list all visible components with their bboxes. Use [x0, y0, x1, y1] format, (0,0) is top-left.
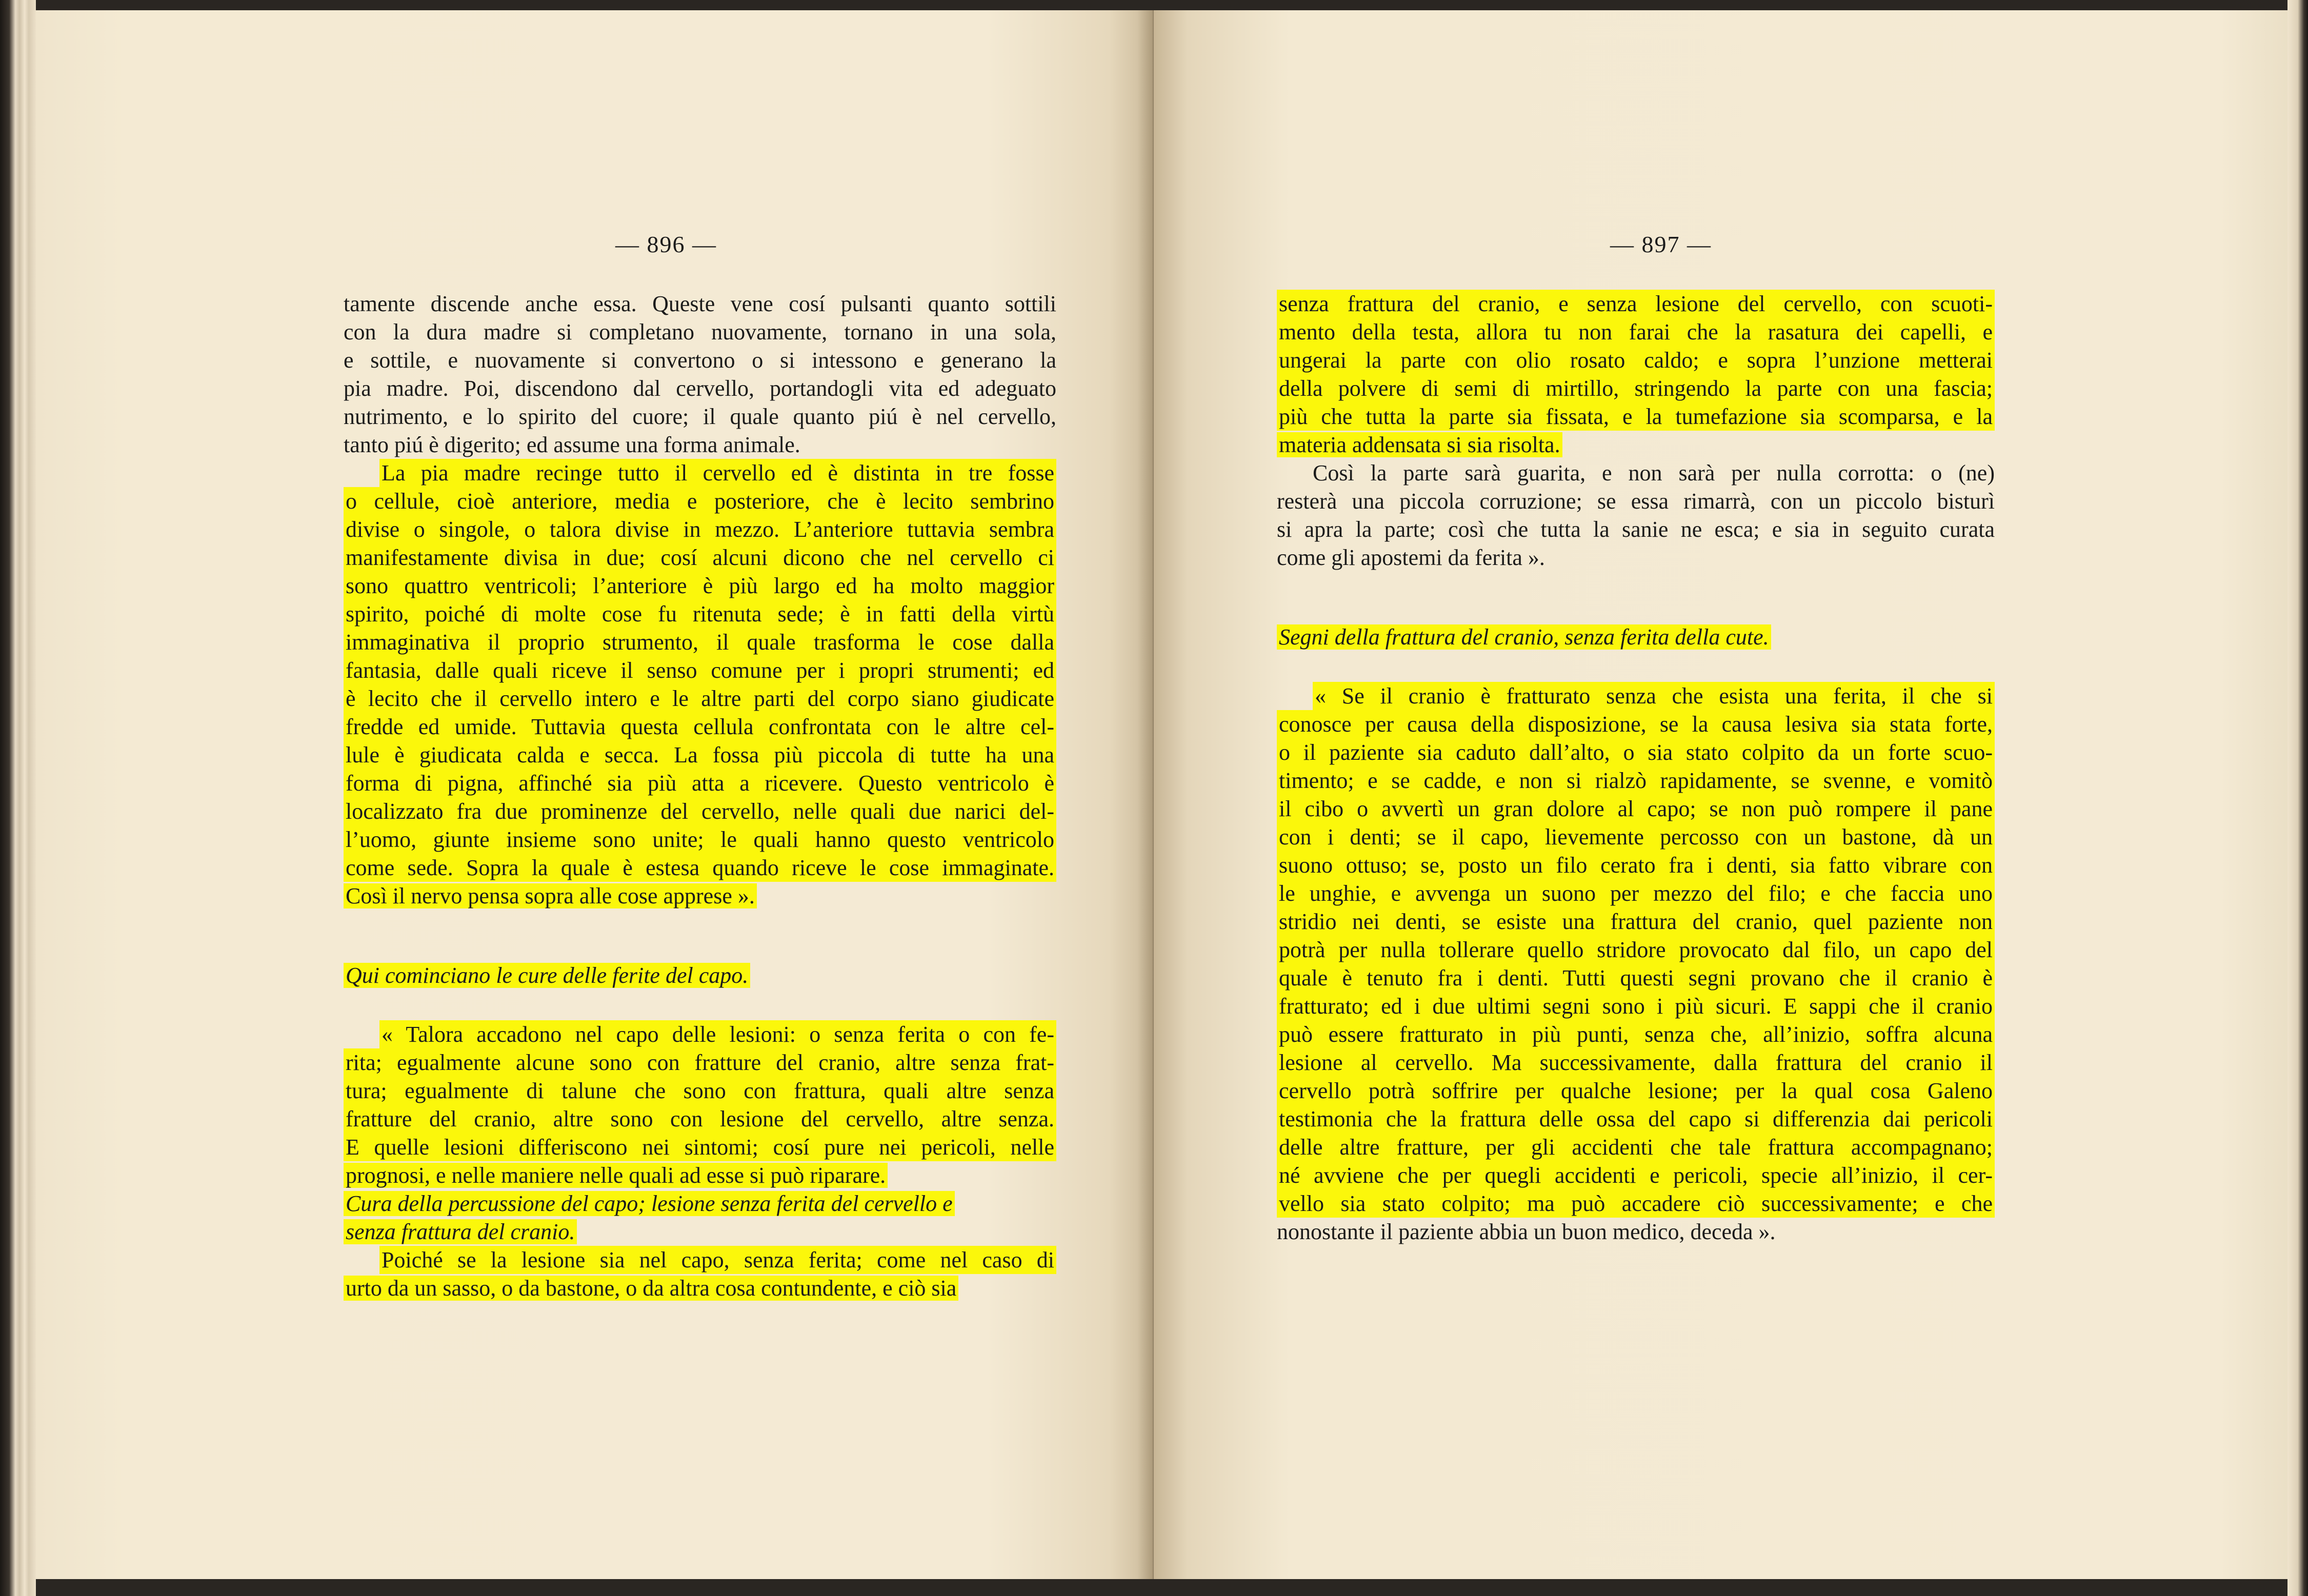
- text-line: [344, 656, 1056, 684]
- text-line: [1277, 851, 1995, 879]
- text-line: [1277, 318, 1995, 346]
- highlighted-text: lesione al cervello. Ma successivamente, dalla frattura del cranio il: [1277, 1048, 1995, 1077]
- body-text: come gli apostemi da ferita ».: [1277, 545, 1545, 570]
- highlighted-text: l’uomo, giunte insieme sono unite; le quali hanno questo ventricolo: [344, 825, 1056, 854]
- highlighted-text: conosce per causa della disposizione, se la causa lesiva sia stata forte,: [1277, 710, 1995, 738]
- text-line: [1277, 487, 1995, 515]
- spacer: [1277, 572, 1995, 623]
- text-line: [344, 1274, 1056, 1302]
- text-line: [344, 318, 1056, 346]
- highlighted-text: ungerai la parte con olio rosato caldo; e sopra l’unzione metterai: [1277, 346, 1995, 374]
- text-line: [1277, 346, 1995, 374]
- page-number-right: — 897 —: [1610, 231, 1712, 257]
- body-text: si apra la parte; così che tutta la sanie ne esca; e sia in seguito curata: [1277, 517, 1995, 542]
- highlighted-text: immaginativa il proprio strumento, il quale trasforma le cose dalla: [344, 628, 1056, 656]
- highlighted-text: forma di pigna, affinché sia più atta a ricevere. Questo ventricolo è: [344, 769, 1056, 797]
- text-line: [344, 741, 1056, 769]
- text-line: [1277, 682, 1995, 710]
- highlighted-text: o il paziente sia caduto dall’alto, o sia stato colpito da un forte scuo-: [1277, 738, 1995, 766]
- text-line: [344, 1133, 1056, 1161]
- left-page-text: [344, 290, 1056, 1302]
- highlighted-text: tura; egualmente di talune che sono con frattura, quali altre senza: [344, 1077, 1056, 1105]
- highlighted-text: delle altre fratture, per gli accidenti che tale frattura accompagnano;: [1277, 1133, 1995, 1161]
- text-line: [344, 374, 1056, 402]
- text-line: [344, 1077, 1056, 1105]
- body-text: tamente discende anche essa. Queste vene cosí pulsanti quanto sottili: [344, 291, 1056, 316]
- highlighted-text: sono quattro ventricoli; l’anteriore è più largo ed ha molto maggior: [344, 572, 1056, 600]
- spacer: [344, 989, 1056, 1020]
- body-text: Così la parte sarà guarita, e non sarà per nulla corrotta: o (ne): [1313, 460, 1995, 486]
- body-text: resterà una piccola corruzione; se essa rimarrà, con un piccolo bisturì: [1277, 489, 1995, 514]
- body-text: e sottile, e nuovamente si convertono o si intessono e generano la: [344, 348, 1056, 373]
- text-line: [1277, 936, 1995, 964]
- text-line: [1277, 766, 1995, 795]
- text-line: [344, 825, 1056, 854]
- text-line: [344, 769, 1056, 797]
- text-line: [1277, 1020, 1995, 1048]
- subheading-line: [344, 1189, 1056, 1218]
- text-line: [1277, 795, 1995, 823]
- highlighted-text: le unghie, e avvenga un suono per mezzo del filo; e che faccia uno: [1277, 879, 1995, 907]
- body-text: nonostante il paziente abbia un buon medico, deceda ».: [1277, 1219, 1776, 1244]
- highlighted-text: fratturato; ed i due ultimi segni sono i più sicuri. E sappi che il cranio: [1277, 992, 1995, 1020]
- subheading-line: [344, 1218, 1056, 1246]
- text-line: [1277, 1048, 1995, 1077]
- text-line: [1277, 543, 1995, 572]
- right-page: [1154, 10, 2287, 1579]
- spacer: [1277, 651, 1995, 682]
- highlighted-text: suono ottuso; se, posto un filo cerato fra i denti, sia fatto vibrare con: [1277, 851, 1995, 879]
- highlighted-text: senza frattura del cranio, e senza lesione del cervello, con scuoti-: [1277, 290, 1995, 318]
- text-line: [1277, 823, 1995, 851]
- text-line: [344, 346, 1056, 374]
- highlighted-text: né avviene che per quegli accidenti e pericoli, specie all’inizio, il cer-: [1277, 1161, 1995, 1189]
- body-text: nutrimento, e lo spirito del cuore; il quale quanto piú è nel cervello,: [344, 404, 1056, 429]
- text-line: [1277, 1105, 1995, 1133]
- text-line: [344, 1020, 1056, 1048]
- highlighted-text: fratture del cranio, altre sono con lesione del cervello, altre senza.: [344, 1105, 1056, 1133]
- highlighted-text: stridio nei denti, se esiste una frattura del cranio, quel paziente non: [1277, 907, 1995, 936]
- highlighted-text: o cellule, cioè anteriore, media e posteriore, che è lecito sembrino: [344, 487, 1056, 515]
- highlighted-heading: Segni della frattura del cranio, senza ferita della cute.: [1277, 624, 1771, 650]
- book-edge-left: [0, 0, 36, 1596]
- left-page: [36, 10, 1154, 1579]
- section-heading: [1277, 623, 1995, 651]
- highlighted-text: fantasia, dalle quali riceve il senso comune per i propri strumenti; ed: [344, 656, 1056, 684]
- body-text: tanto piú è digerito; ed assume una forma animale.: [344, 432, 800, 457]
- highlighted-text: come sede. Sopra la quale è estesa quando riceve le cose immaginate.: [344, 854, 1056, 882]
- highlighted-text: fredde ed umide. Tuttavia questa cellula confrontata con le altre cel-: [344, 713, 1056, 741]
- highlighted-text: con i denti; se il capo, lievemente percosso con un bastone, dà un: [1277, 823, 1995, 851]
- highlighted-text: materia addensata si sia risolta.: [1277, 432, 1562, 457]
- text-line: [1277, 879, 1995, 907]
- text-line: [344, 1105, 1056, 1133]
- highlighted-text: è lecito che il cervello intero e le altre parti del corpo siano giudicate: [344, 684, 1056, 713]
- text-line: [1277, 290, 1995, 318]
- highlighted-text: il cibo o avvertì un gran dolore al capo; se non può rompere il pane: [1277, 795, 1995, 823]
- text-line: [344, 487, 1056, 515]
- text-line: [1277, 1189, 1995, 1218]
- text-line: [344, 402, 1056, 431]
- highlighted-text: vello sia stato colpito; ma può accadere ciò successivamente; e che: [1277, 1189, 1995, 1218]
- text-line: [1277, 431, 1995, 459]
- text-line: [344, 854, 1056, 882]
- highlighted-text: può essere fratturato in più punti, senza che, all’inizio, soffra alcuna: [1277, 1020, 1995, 1048]
- text-line: [344, 459, 1056, 487]
- text-line: [1277, 907, 1995, 936]
- highlighted-text: timento; e se cadde, e non si rialzò rapidamente, se svenne, e vomitò: [1277, 766, 1995, 795]
- book-edge-right: [2287, 0, 2308, 1596]
- text-line: [344, 628, 1056, 656]
- highlighted-subheading: senza frattura del cranio.: [344, 1219, 577, 1244]
- text-line: [344, 882, 1056, 910]
- text-line: [344, 572, 1056, 600]
- text-line: [1277, 992, 1995, 1020]
- highlighted-text: E quelle lesioni differiscono nei sintomi; cosí pure nei pericoli, nelle: [344, 1133, 1056, 1161]
- highlighted-text: divise o singole, o talora divise in mezzo. L’anteriore tuttavia sembra: [344, 515, 1056, 543]
- text-line: [1277, 710, 1995, 738]
- highlighted-text: Così il nervo pensa sopra alle cose apprese ».: [344, 883, 757, 908]
- text-line: [344, 290, 1056, 318]
- text-line: [1277, 1133, 1995, 1161]
- text-line: [344, 600, 1056, 628]
- text-line: [1277, 402, 1995, 431]
- spacer: [344, 910, 1056, 961]
- section-heading: [344, 961, 1056, 989]
- highlighted-text: della polvere di semi di mirtillo, stringendo la parte con una fascia;: [1277, 374, 1995, 402]
- highlighted-text: testimonia che la frattura delle ossa del capo si differenzia dai pericoli: [1277, 1105, 1995, 1133]
- text-line: [1277, 374, 1995, 402]
- highlighted-text: spirito, poiché di molte cose fu ritenuta sede; è in fatti della virtù: [344, 600, 1056, 628]
- highlighted-text: quale è tenuto fra i denti. Tutti questi segni provano che il cranio è: [1277, 964, 1995, 992]
- body-text: pia madre. Poi, discendono dal cervello, portandogli vita ed adeguato: [344, 376, 1056, 401]
- text-line: [344, 1246, 1056, 1274]
- highlighted-text: « Se il cranio è fratturato senza che esista una ferita, il che si: [1313, 682, 1995, 710]
- highlighted-text: urto da un sasso, o da bastone, o da altra cosa contundente, e ciò sia: [344, 1276, 958, 1301]
- text-line: [344, 515, 1056, 543]
- highlighted-text: manifestamente divisa in due; cosí alcuni dicono che nel cervello ci: [344, 543, 1056, 572]
- highlighted-subheading: Cura della percussione del capo; lesione senza ferita del cervello e: [344, 1191, 955, 1216]
- highlighted-text: più che tutta la parte sia fissata, e la tumefazione sia scomparsa, e la: [1277, 402, 1995, 431]
- highlighted-text: rita; egualmente alcune sono con fratture del cranio, altre senza frat-: [344, 1048, 1056, 1077]
- text-line: [1277, 459, 1995, 487]
- highlighted-text: Poiché se la lesione sia nel capo, senza ferita; come nel caso di: [379, 1246, 1056, 1274]
- text-line: [1277, 1161, 1995, 1189]
- highlighted-text: « Talora accadono nel capo delle lesioni: o senza ferita o con fe-: [379, 1020, 1056, 1048]
- highlighted-text: mento della testa, allora tu non farai che la rasatura dei capelli, e: [1277, 318, 1995, 346]
- text-line: [344, 431, 1056, 459]
- text-line: [1277, 738, 1995, 766]
- highlighted-text: cervello potrà soffrire per qualche lesione; per la qual cosa Galeno: [1277, 1077, 1995, 1105]
- text-line: [344, 1161, 1056, 1189]
- text-line: [344, 543, 1056, 572]
- text-line: [344, 713, 1056, 741]
- text-line: [1277, 964, 1995, 992]
- text-line: [1277, 1077, 1995, 1105]
- text-line: [1277, 515, 1995, 543]
- highlighted-text: lule è giudicata calda e secca. La fossa più piccola di tutte ha una: [344, 741, 1056, 769]
- highlighted-heading: Qui cominciano le cure delle ferite del capo.: [344, 963, 750, 988]
- highlighted-text: localizzato fra due prominenze del cervello, nelle quali due narici del-: [344, 797, 1056, 825]
- page-number-left: — 896 —: [615, 231, 717, 257]
- text-line: [344, 684, 1056, 713]
- highlighted-text: La pia madre recinge tutto il cervello ed è distinta in tre fosse: [379, 459, 1056, 487]
- text-line: [1277, 1218, 1995, 1246]
- text-line: [344, 797, 1056, 825]
- text-line: [344, 1048, 1056, 1077]
- highlighted-text: prognosi, e nelle maniere nelle quali ad esse si può riparare.: [344, 1163, 888, 1188]
- right-page-text: [1277, 290, 1995, 1246]
- body-text: con la dura madre si completano nuovamente, tornano in una sola,: [344, 319, 1056, 345]
- highlighted-text: potrà per nulla tollerare quello stridore provocato dal filo, un capo del: [1277, 936, 1995, 964]
